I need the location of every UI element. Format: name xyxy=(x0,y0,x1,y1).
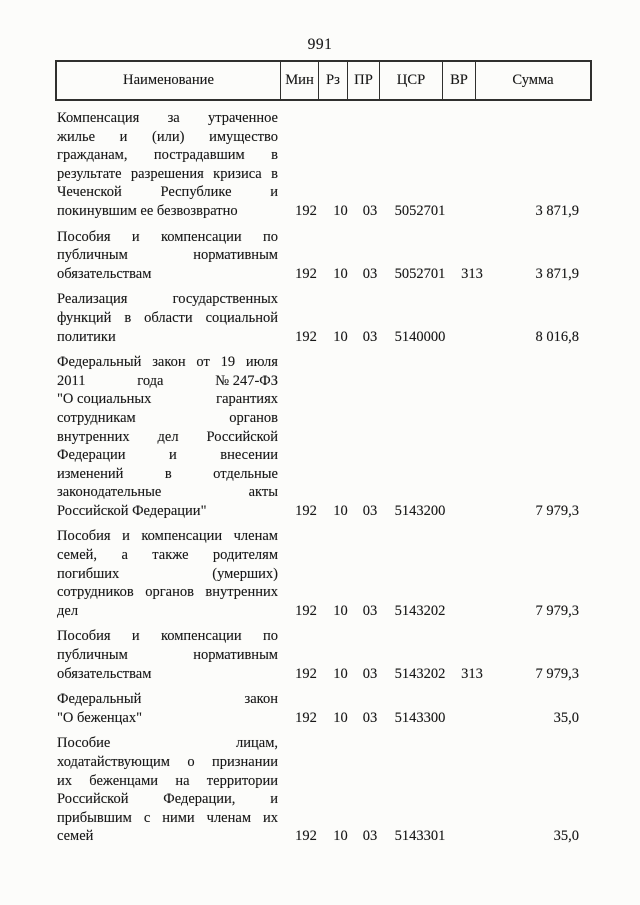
name-line: политики xyxy=(57,328,116,345)
cell-csr: 5143301 xyxy=(394,828,446,845)
row-values xyxy=(57,602,592,621)
name-line: семей, а также родителям xyxy=(57,547,278,564)
cell-min: 192 xyxy=(295,328,317,345)
table-row xyxy=(57,734,592,846)
name-line: публичным нормативным xyxy=(57,247,278,264)
column-header-name: Наименование xyxy=(123,72,214,88)
name-line: сотрудников органов внутренних xyxy=(57,584,278,601)
cell-csr: 5143300 xyxy=(394,709,446,726)
name-line: погибших (умерших) xyxy=(57,565,278,582)
cell-csr: 5143200 xyxy=(394,502,446,519)
name-line: Федеральный закон от 19 июля xyxy=(57,354,278,371)
cell-min: 192 xyxy=(295,265,317,282)
name-line: обязательствам xyxy=(57,665,152,682)
name-line: результате разрешения кризиса в xyxy=(57,165,278,182)
name-line: прибывшим с ними членам их xyxy=(57,809,278,826)
row-values xyxy=(57,827,592,846)
cell-rz: 10 xyxy=(333,828,348,845)
name-line: ходатайствующим о признании xyxy=(57,754,278,770)
cell-pr: 03 xyxy=(362,828,378,845)
cell-min: 192 xyxy=(295,202,317,219)
table-row xyxy=(57,690,592,727)
cell-csr: 5052701 xyxy=(394,202,446,219)
cell-csr: 5140000 xyxy=(394,328,446,345)
name-line: Чеченской Республике и xyxy=(57,184,278,201)
column-header-rz: Рз xyxy=(318,62,347,99)
cell-sum: 3 871,9 xyxy=(535,265,579,282)
cell-sum: 7 979,3 xyxy=(535,665,579,682)
cell-pr: 03 xyxy=(362,202,378,219)
cell-min: 192 xyxy=(295,502,317,519)
column-header-vr: ВР xyxy=(442,62,475,99)
name-line: изменений в отдельные xyxy=(57,465,278,482)
table-row xyxy=(57,290,592,346)
cell-min: 192 xyxy=(295,828,317,845)
name-line: сотрудникам органов xyxy=(57,409,278,426)
name-line: покинувшим ее безвозвратно xyxy=(57,202,238,219)
row-values xyxy=(57,709,592,728)
row-values xyxy=(57,665,592,684)
column-header-sum: Сумма xyxy=(475,62,590,99)
cell-pr: 03 xyxy=(362,502,378,519)
name-line: "О беженцах" xyxy=(57,709,143,726)
row-name-cell xyxy=(57,353,278,520)
name-line: Российской Федерации, и xyxy=(57,791,278,808)
cell-pr: 03 xyxy=(362,602,378,619)
cell-csr: 5143202 xyxy=(394,665,446,682)
cell-rz: 10 xyxy=(333,602,348,619)
name-line: Компенсация за утраченное xyxy=(57,110,278,126)
column-header-csr: ЦСР xyxy=(379,62,442,99)
cell-rz: 10 xyxy=(333,709,348,726)
cell-sum: 35,0 xyxy=(553,709,579,726)
name-line: 2011 года № 247-ФЗ xyxy=(57,372,278,389)
row-values xyxy=(57,265,592,284)
column-header-min: Мин xyxy=(280,62,318,99)
cell-rz: 10 xyxy=(333,328,348,345)
name-line: законодательные акты xyxy=(57,484,278,501)
row-values xyxy=(57,202,592,221)
name-line: Пособия и компенсации членам xyxy=(57,528,278,545)
cell-sum: 7 979,3 xyxy=(535,502,579,519)
name-line: Реализация государственных xyxy=(57,291,278,308)
cell-min: 192 xyxy=(295,709,317,726)
name-line: обязательствам xyxy=(57,265,152,282)
table-row xyxy=(57,527,592,620)
cell-rz: 10 xyxy=(333,202,348,219)
name-line: гражданам, пострадавшим в xyxy=(57,147,278,164)
cell-rz: 10 xyxy=(333,665,348,682)
cell-pr: 03 xyxy=(362,665,378,682)
cell-min: 192 xyxy=(295,602,317,619)
name-line: Пособия и компенсации по xyxy=(57,628,278,645)
cell-rz: 10 xyxy=(333,265,348,282)
cell-min: 192 xyxy=(295,665,317,682)
name-line: Пособие лицам, xyxy=(57,735,278,752)
table-header-row xyxy=(55,60,592,101)
cell-sum: 3 871,9 xyxy=(535,202,579,219)
name-line: Федеральный закон xyxy=(57,691,278,708)
cell-csr: 5052701 xyxy=(394,265,446,282)
page-number: 991 xyxy=(307,36,333,53)
table-row xyxy=(57,353,592,520)
cell-csr: 5143202 xyxy=(394,602,446,619)
name-line: публичным нормативным xyxy=(57,647,278,664)
cell-sum: 8 016,8 xyxy=(535,328,579,345)
name-line: жилье и (или) имущество xyxy=(57,128,278,145)
name-line: их беженцами на территории xyxy=(57,772,278,789)
cell-rz: 10 xyxy=(333,502,348,519)
cell-pr: 03 xyxy=(362,328,378,345)
table-row xyxy=(57,228,592,284)
cell-pr: 03 xyxy=(362,709,378,726)
cell-pr: 03 xyxy=(362,265,378,282)
column-header-pr: ПР xyxy=(347,62,379,99)
cell-sum: 7 979,3 xyxy=(535,602,579,619)
row-values xyxy=(57,502,592,521)
name-line: функций в области социальной xyxy=(57,309,278,326)
name-line: семей xyxy=(57,828,94,845)
name-line: Российской Федерации" xyxy=(57,502,207,519)
table-row xyxy=(57,627,592,683)
cell-vr: 313 xyxy=(461,265,483,282)
table-body xyxy=(57,109,592,853)
row-values xyxy=(57,328,592,347)
cell-sum: 35,0 xyxy=(553,828,579,845)
name-line: дел xyxy=(57,602,79,619)
name-line: Пособия и компенсации по xyxy=(57,228,278,245)
name-line: внутренних дел Российской xyxy=(57,428,278,445)
cell-vr: 313 xyxy=(461,665,483,682)
name-line: "О социальных гарантиях xyxy=(57,391,278,408)
name-line: Федерации и внесении xyxy=(57,447,278,464)
table-row xyxy=(57,109,592,221)
